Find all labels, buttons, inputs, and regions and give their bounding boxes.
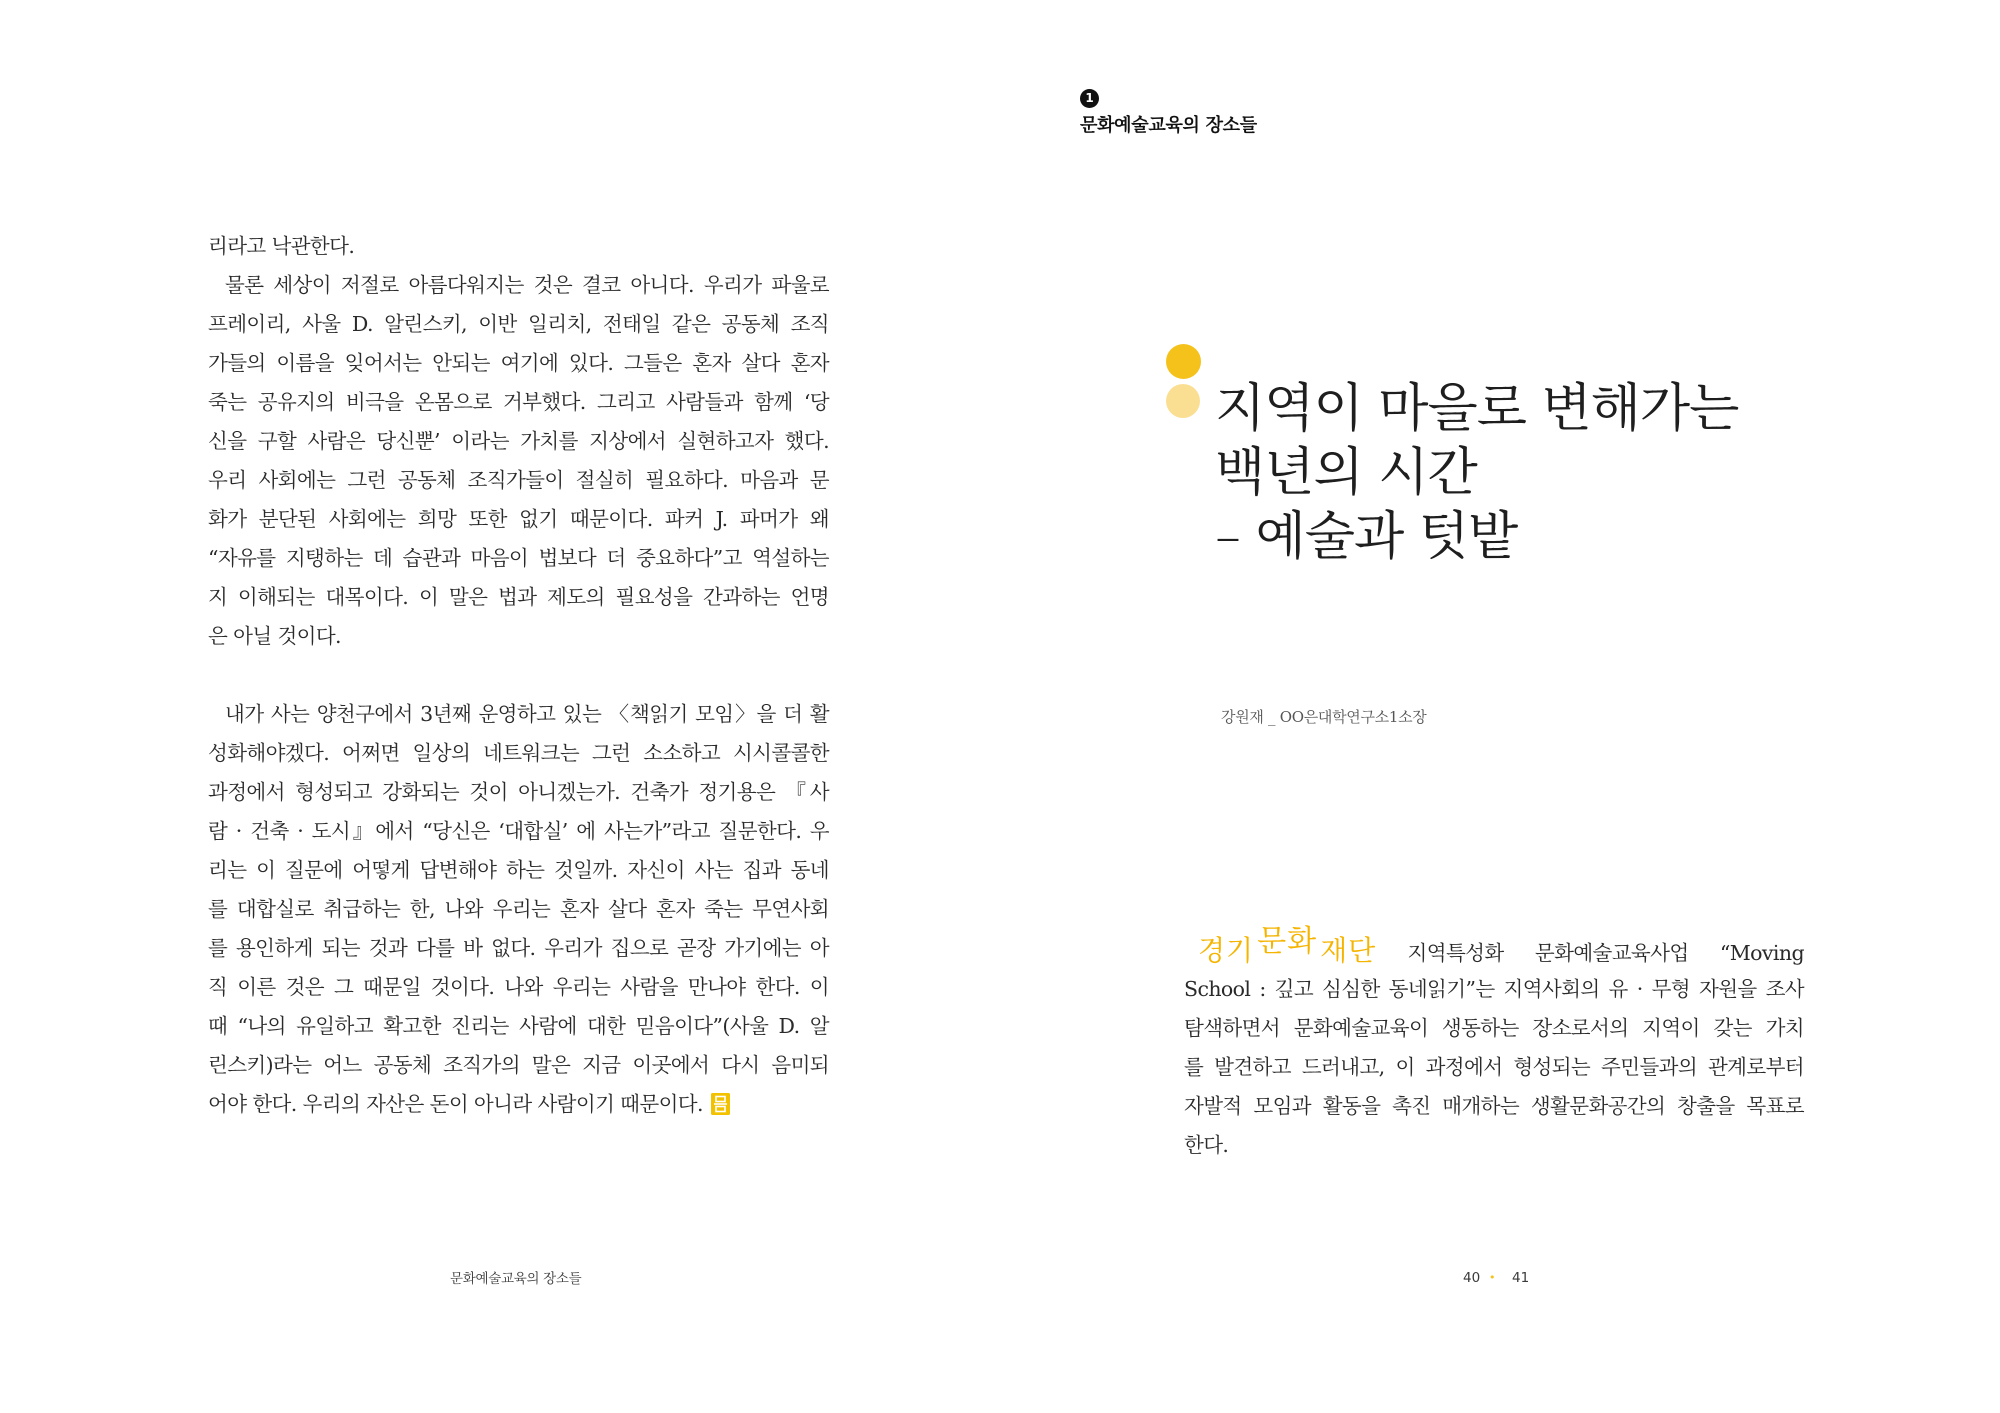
page-number-separator: • — [1489, 1271, 1496, 1284]
end-mark-icon — [711, 1093, 730, 1115]
intro-first-line — [1184, 924, 1804, 970]
text-line: 린스키)라는 어느 공동체 조직가의 말은 지금 이곳에서 다시 음미되 — [208, 1053, 829, 1077]
text-line: 은 아닐 것이다. — [208, 624, 341, 648]
text-line: 람 · 건축 · 도시』에서 “당신은 ‘대합실’ 에 사는가”라고 질문한다. 우 — [208, 819, 829, 843]
text-line: 자발적 모임과 활동을 촉진 매개하는 생활문화공간의 창출을 목표로 — [1184, 1094, 1804, 1118]
section-title: 문화예술교육의 장소들 — [1080, 115, 1257, 136]
text-line: 를 용인하게 되는 것과 다를 바 없다. 우리가 집으로 곧장 가기에는 아 — [208, 936, 829, 960]
text-line: 가들의 이름을 잊어서는 안되는 여기에 있다. 그들은 혼자 살다 혼자 — [208, 351, 829, 375]
author-byline: 강원재 _ OO은대학연구소1소장 — [1221, 708, 1427, 726]
article-title — [1215, 377, 1738, 569]
article-body-continued — [208, 227, 829, 1124]
foundation-logo — [1198, 924, 1377, 970]
intro-paragraph — [1184, 924, 1804, 1165]
logo-part: 경기 — [1198, 934, 1255, 967]
text-line: 를 대합실로 취급하는 한, 나와 우리는 혼자 살다 혼자 죽는 무연사회 — [208, 897, 829, 921]
text-line-final — [208, 1085, 829, 1124]
text-line: 탐색하면서 문화예술교육이 생동하는 장소로서의 지역이 갖는 가치 — [1184, 1016, 1804, 1040]
right-page — [1000, 0, 2000, 1413]
page-number-left: 40 — [1463, 1270, 1481, 1286]
pale-yellow-dot-icon — [1166, 384, 1200, 418]
yellow-dot-icon — [1166, 344, 1201, 379]
text-line: 물론 세상이 저절로 아름다워지는 것은 결코 아니다. 우리가 파울로 — [225, 273, 829, 297]
text-line: 직 이른 것은 그 때문일 것이다. 나와 우리는 사람을 만나야 한다. 이 — [208, 975, 829, 999]
title-line: 지역이 마을로 변해가는 — [1215, 379, 1739, 439]
running-footer: 문화예술교육의 장소들 — [450, 1271, 582, 1287]
paragraph — [208, 266, 829, 656]
text-line: “자유를 지탱하는 데 습관과 마음이 법보다 더 중요하다”고 역설하는 — [208, 546, 829, 570]
text-line: School : 깊고 심심한 동네읽기”는 지역사회의 유 · 무형 자원을 조사 — [1184, 977, 1804, 1001]
text-line: 신을 구할 사람은 당신뿐’ 이라는 가치를 지상에서 실현하고자 했다. — [208, 429, 829, 453]
text-line: 지 이해되는 대목이다. 이 말은 법과 제도의 필요성을 간과하는 언명 — [208, 585, 829, 609]
logo-part: 문화 — [1257, 924, 1318, 959]
text-line: 죽는 공유지의 비극을 온몸으로 거부했다. 그리고 사람들과 함께 ‘당 — [208, 390, 829, 414]
text-line: 내가 사는 양천구에서 3년째 운영하고 있는 〈책읽기 모임〉을 더 활 — [225, 702, 829, 726]
text-line: 성화해야겠다. 어쩌면 일상의 네트워크는 그런 소소하고 시시콜콜한 — [208, 741, 829, 765]
text-line: 화가 분단된 사회에는 희망 또한 없기 때문이다. 파커 J. 파머가 왜 — [208, 507, 829, 531]
section-number-badge: 1 — [1080, 89, 1099, 108]
text-line-content: 지역특성화 문화예술교육사업 “Moving — [1407, 941, 1804, 965]
text-line-content: 어야 한다. 우리의 자산은 돈이 아니라 사람이기 때문이다. — [208, 1092, 703, 1116]
page-number-right: 41 — [1512, 1270, 1530, 1286]
text-line: 한다. — [1184, 1133, 1229, 1157]
text-line: 때 “나의 유일하고 확고한 진리는 사람에 대한 믿음이다”(사울 D. 알 — [208, 1014, 829, 1038]
title-line: 백년의 시간 — [1215, 443, 1477, 503]
text-line: 를 발견하고 드러내고, 이 과정에서 형성되는 주민들과의 관계로부터 — [1184, 1055, 1804, 1079]
title-line: – 예술과 텃밭 — [1215, 507, 1518, 567]
text-line: 프레이리, 사울 D. 알린스키, 이반 일리치, 전태일 같은 공동체 조직 — [208, 312, 829, 336]
text-line: 우리 사회에는 그런 공동체 조직가들이 절실히 필요하다. 마음과 문 — [208, 468, 829, 492]
logo-part: 재단 — [1320, 934, 1377, 967]
text-line: 리는 이 질문에 어떻게 답변해야 하는 것일까. 자신이 사는 집과 동네 — [208, 858, 829, 882]
paragraph — [208, 227, 829, 266]
paragraph — [208, 695, 829, 1124]
text-line: 과정에서 형성되고 강화되는 것이 아니겠는가. 건축가 정기용은 『사 — [208, 780, 829, 804]
text-line: 리라고 낙관한다. — [208, 234, 355, 258]
